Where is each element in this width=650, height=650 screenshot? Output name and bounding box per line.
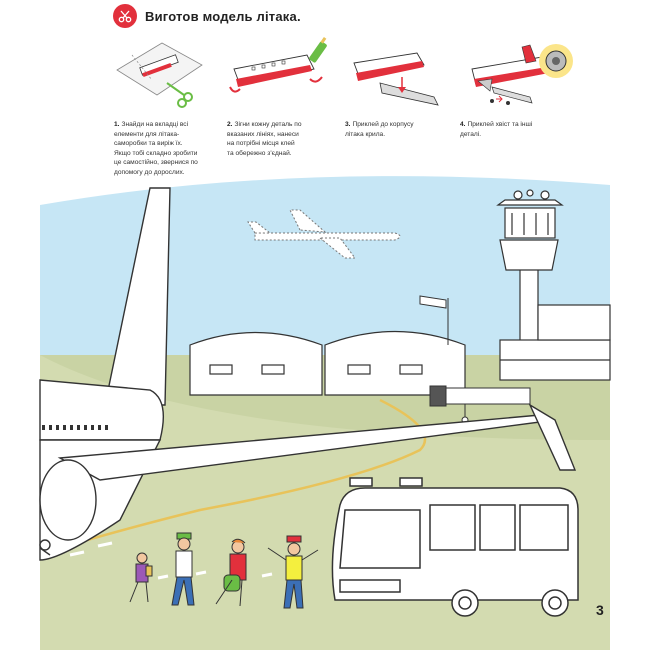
step-4-text: 4. Приклей хвіст та інші деталі. [460,121,533,138]
step-2-text: 2. Зігни кожну деталь по вказаних лініях, нанеси на потрібні місця клей та обережно з'єднай. [227,121,302,157]
page-number: 3 [596,602,604,618]
step-3-text: 3. Приклей до корпусу літака крила. [345,121,414,138]
step-1-text: 1. Знайди на вкладці всі елементи для літака- саморобки та виріж їх. Якщо тобі складно зробити це самостійно, звернися по допомогу до дорослих. [114,121,198,176]
instruction-title: Виготов модель літака. [145,8,301,24]
airport-bus [332,478,578,616]
